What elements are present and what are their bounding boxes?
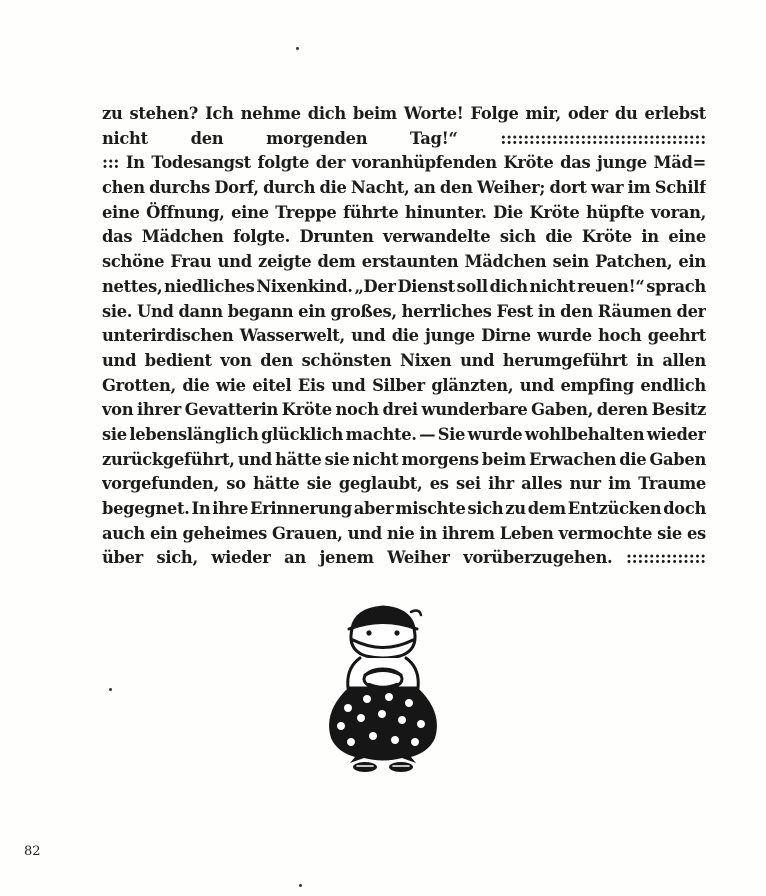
text-line: zurückgeführt, und hätte sie nicht morgens beim Erwachen die Gaben	[102, 449, 706, 469]
text-line: nicht den morgenden Tag!“ ::::::::::::::::::::::::::::::::::::	[102, 128, 706, 148]
text-line: zu stehen? Ich nehme dich beim Worte! Folge mir, oder du erlebst	[102, 104, 706, 123]
text-line: vorgefunden, so hätte sie geglaubt, es sei ihr alles nur im Traume	[102, 474, 706, 494]
text-line: schöne Frau und zeigte dem erstaunten Mädchen sein Patchen, ein	[102, 252, 706, 272]
toad-drawing-svg	[303, 600, 463, 775]
body-text	[102, 102, 706, 571]
text-line: von ihrer Gevatterin Kröte noch drei wunderbare Gaben, deren Besitz	[102, 400, 706, 420]
toad-illustration	[303, 600, 463, 775]
text-line: das Mädchen folgte. Drunten verwandelte sich die Kröte in eine	[102, 227, 706, 247]
text-line: auch ein geheimes Grauen, und nie in ihrem Leben vermochte sie es	[102, 523, 706, 543]
text-line: ::: In Todesangst folgte der voranhüpfenden Kröte das junge Mäd=	[102, 153, 706, 173]
scan-speck	[296, 47, 299, 50]
text-line: sie. Und dann begann ein großes, herrliches Fest in den Räumen der	[102, 301, 706, 321]
text-line: über sich, wieder an jenem Weiher vorüberzugehen. ::::::::::::::	[102, 548, 706, 568]
scan-speck	[109, 688, 112, 691]
scan-speck	[299, 884, 302, 887]
text-line: chen durchs Dorf, durch die Nacht, an den Weiher; dort war im Schilf	[102, 178, 706, 198]
text-line: begegnet. In ihre Erinnerung aber mischte sich zu dem Entzücken doch	[102, 499, 706, 518]
page-number: 82	[24, 844, 41, 859]
text-line: unterirdischen Wasserwelt, und die junge Dirne wurde hoch geehrt	[102, 326, 706, 346]
text-line: Grotten, die wie eitel Eis und Silber glänzten, und empfing endlich	[102, 375, 706, 395]
text-line: nettes, niedliches Nixenkind. „Der Dienst soll dich nicht reuen!“ sprach	[102, 276, 706, 296]
text-line: und bedient von den schönsten Nixen und herumgeführt in allen	[102, 350, 706, 370]
text-line: sie lebenslänglich glücklich machte. — Sie wurde wohlbehalten wieder	[102, 424, 706, 444]
text-line: eine Öffnung, eine Treppe führte hinunter. Die Kröte hüpfte voran,	[102, 202, 706, 222]
